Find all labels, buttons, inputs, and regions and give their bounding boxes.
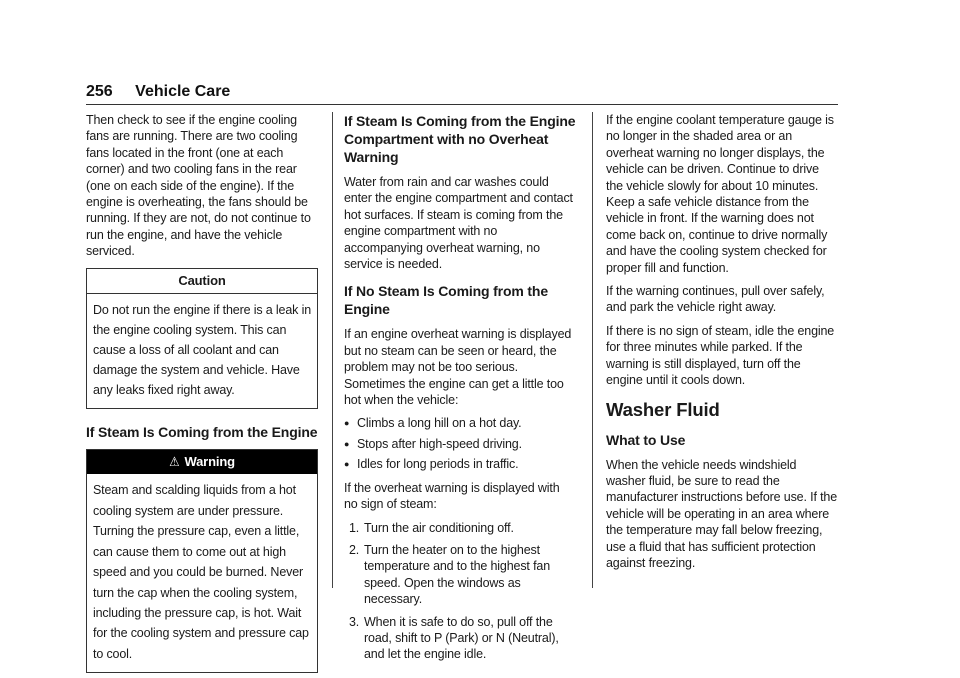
caution-box — [86, 268, 318, 409]
header-rule — [86, 104, 838, 105]
list-item: 1. Turn the air conditioning off. — [349, 520, 514, 535]
caution-body: Do not run the engine if there is a leak in the engine cooling system. This can cause a loss of all coolant and can damage the system and vehicle. Have any leaks fixed right away. — [93, 303, 311, 398]
warning-title: Warning — [184, 454, 235, 470]
warning-body: Steam and scalding liquids from a hot cooling system are under pressure. Turning the pressure cap, even a little, can cause them to come out at high speed and you could be burned. Never turn the cap when the cooling system, including the pressure cap, is hot. Wait for the cooling system and pressure cap to cool. — [93, 483, 309, 661]
page-number: 256 — [86, 83, 113, 100]
warning-triangle-icon: ⚠ — [169, 454, 180, 470]
list-item: 2. Turn the heater on to the highest temperature and to the highest fan speed. Open the windows as necessary. — [349, 542, 551, 607]
idle-engine-paragraph: If there is no sign of steam, idle the engine for three minutes while parked. If the warning is still displayed, turn off the engine until it cools down. — [606, 323, 835, 388]
washer-fluid-paragraph: When the vehicle needs windshield washer fluid, be sure to read the manufacturer instructions before use. If the vehicle will be operating in an area where the temperature may fall below freezing, use a fluid that has sufficient protection against freezing. — [606, 457, 838, 570]
caution-title: Caution — [87, 269, 317, 294]
what-to-use-heading: What to Use — [606, 431, 686, 448]
list-item: ● Stops after high-speed driving. — [344, 436, 576, 452]
gauge-paragraph: If the engine coolant temperature gauge is no longer in the shaded area or an overheat warning no longer displays, the vehicle can be driven. Continue to drive the vehicle slowly for about 10 minutes. Keep a safe vehicle distance from the vehicle in front. If the warning does not come back on, continue to drive normally and have the cooling system checked for proper fill and function. — [606, 113, 834, 275]
warning-box — [86, 449, 318, 673]
list-item: ● Idles for long periods in traffic. — [344, 456, 576, 472]
column-2 — [344, 112, 576, 669]
list-item: ● Climbs a long hill on a hot day. — [344, 415, 576, 431]
warning-title-bar — [87, 450, 317, 474]
column-divider-right — [592, 112, 593, 588]
conditions-list — [344, 415, 576, 472]
no-steam-heading: If No Steam Is Coming from the Engine — [344, 283, 548, 318]
no-overheat-heading: If Steam Is Coming from the Engine Compartment with no Overheat Warning — [344, 113, 576, 165]
steam-heading: If Steam Is Coming from the Engine — [86, 424, 318, 441]
list-item: 3. When it is safe to do so, pull off the road, shift to P (Park) or N (Neutral), and let the engine idle. — [349, 614, 559, 662]
column-divider-left — [332, 112, 333, 588]
no-steam-paragraph: If an engine overheat warning is displayed but no steam can be seen or heard, the problem may not be too serious. Sometimes the engine can get a little too hot when the vehicle: — [344, 327, 572, 408]
warning-continues-paragraph: If the warning continues, pull over safely, and park the vehicle right away. — [606, 284, 825, 315]
steps-list — [344, 520, 576, 663]
column-1 — [86, 112, 318, 673]
section-title: Vehicle Care — [135, 83, 231, 100]
washer-fluid-title: Washer Fluid — [606, 398, 720, 420]
intro-paragraph: Then check to see if the engine cooling fans are running. There are two cooling fans located in the front (one at each corner) and two cooling fans in the rear (one on each side of the engine). If the engine is overheating, the fans should be running. If they are not, do not continue to run the engine, and have the vehicle serviced. — [86, 113, 311, 259]
page-header — [86, 83, 230, 101]
column-3 — [606, 112, 838, 578]
no-overheat-paragraph: Water from rain and car washes could enter the engine compartment and contact hot surfaces. If steam is coming from the engine compartment with no accompanying overheat warning, no service is needed. — [344, 175, 573, 272]
overheat-steps-intro: If the overheat warning is displayed with no sign of steam: — [344, 480, 560, 512]
